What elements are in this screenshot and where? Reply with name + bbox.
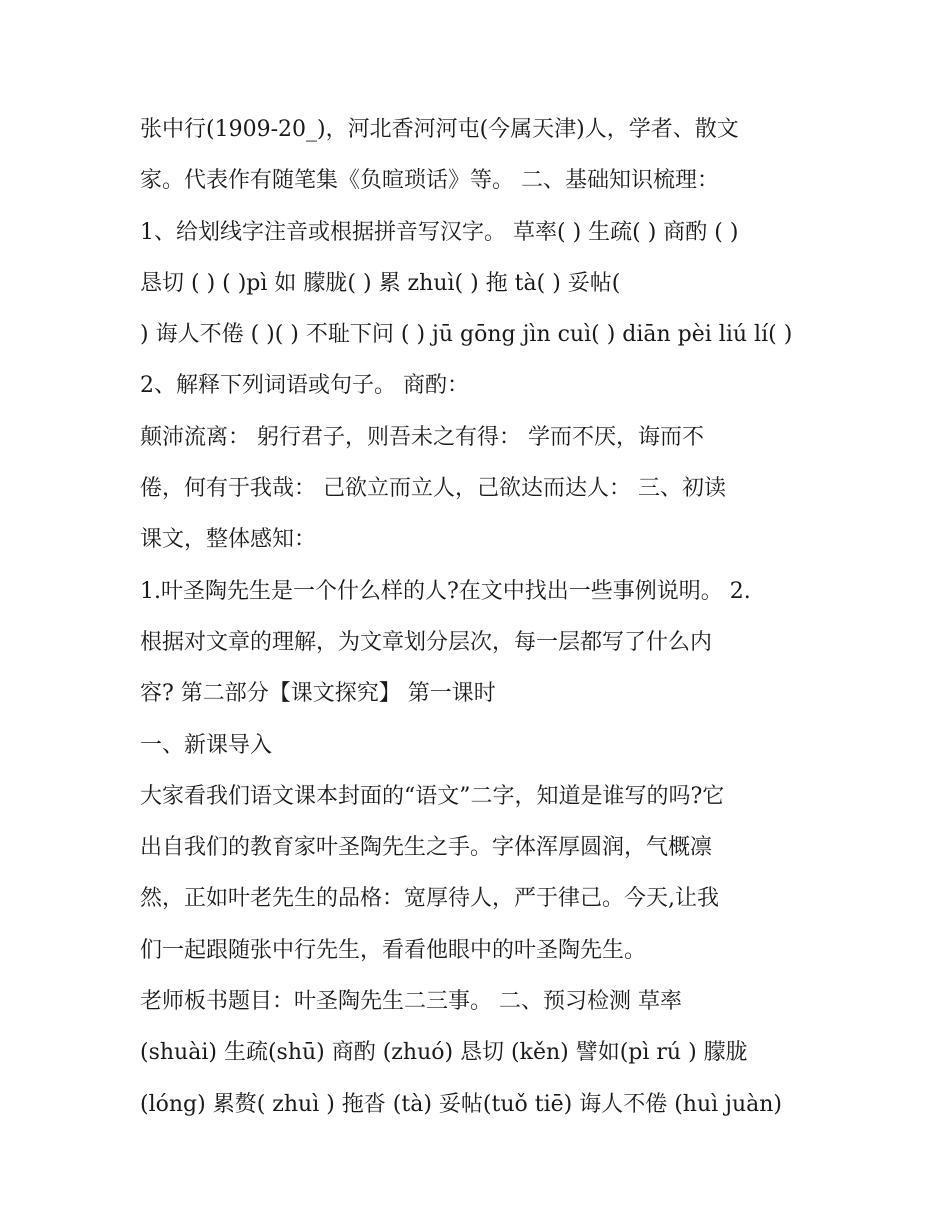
text-line: 张中行(1909-20_)，河北香河河屯(今属天津)人，学者、散文 bbox=[140, 117, 739, 142]
text-line: 课文，整体感知： bbox=[140, 527, 317, 553]
text-line: 颠沛流离： 躬行君子，则吾未之有得： 学而不厌，诲而不 bbox=[140, 424, 704, 450]
text-line: (lóng) 累赘( zhuì ) 拖沓 (tà) 妥帖(tuǒ tiē) 诲人不倦 (huì juàn) bbox=[140, 1091, 783, 1117]
text-line: 家。代表作有随笔集《负暄琐话》等。 二、基础知识梳理： bbox=[140, 168, 719, 194]
text-line: 们一起跟随张中行先生，看看他眼中的叶圣陶先生。 bbox=[140, 937, 647, 963]
text-line: ) 诲人不倦 ( )( ) 不耻下问 ( ) jū gōng jìn cuì( ) diān pèi liú lí( ) bbox=[140, 322, 793, 348]
text-line: 然，正如叶老先生的品格：宽厚待人，严于律己。今天,让我 bbox=[140, 886, 719, 912]
text-line: 1、给划线字注音或根据拼音写汉字。 草率( ) 生疏( ) 商酌 ( ) bbox=[140, 219, 739, 245]
text-line: 倦，何有于我哉： 己欲立而立人，己欲达而达人： 三、初读 bbox=[140, 476, 726, 502]
text-line: 出自我们的教育家叶圣陶先生之手。字体浑厚圆润，气概凛 bbox=[140, 835, 713, 861]
text-line: 大家看我们语文课本封面的“语文”二字，知道是谁写的吗?它 bbox=[140, 783, 725, 809]
text-line: 容? 第二部分【课文探究】 第一课时 bbox=[140, 681, 496, 707]
text-line: 根据对文章的理解，为文章划分层次，每一层都写了什么内 bbox=[140, 629, 713, 655]
text-line: 一、新课导入 bbox=[140, 732, 273, 758]
text-line: 1.叶圣陶先生是一个什么样的人?在文中找出一些事例说明。 2. bbox=[140, 578, 751, 604]
text-line: (shuài) 生疏(shū) 商酌 (zhuó) 恳切 (kěn) 譬如(pì rú ) 朦胧 bbox=[140, 1040, 748, 1066]
text-line: 2、解释下列词语或句子。 商酌： bbox=[140, 373, 469, 399]
text-line: 恳切 ( ) ( )pì 如 朦胧( ) 累 zhuì( ) 拖 tà( ) 妥帖( bbox=[140, 270, 621, 296]
text-line: 老师板书题目：叶圣陶先生二三事。 二、预习检测 草率 bbox=[140, 989, 682, 1015]
document-body bbox=[140, 104, 830, 1130]
